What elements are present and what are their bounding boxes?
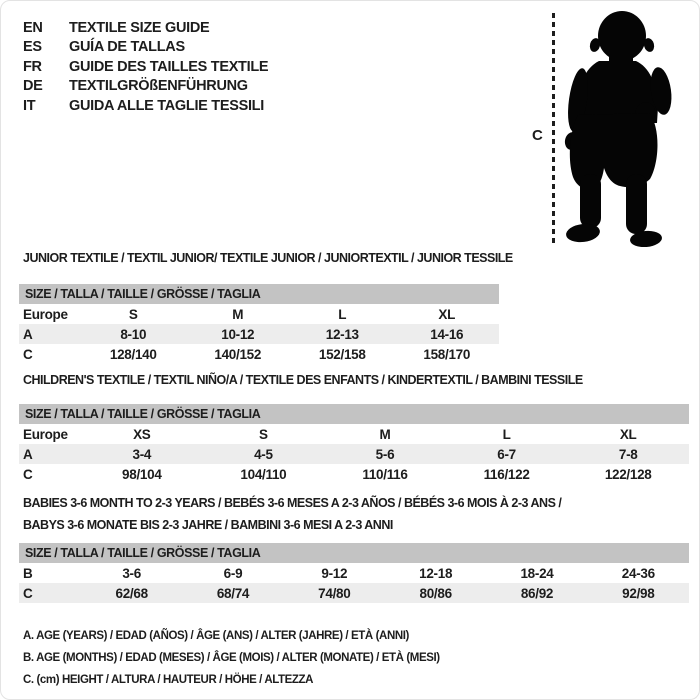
language-title: TEXTILGRÖßENFÜHRUNG bbox=[69, 78, 248, 95]
table-cell: 62/68 bbox=[115, 585, 148, 601]
row-label: C bbox=[23, 585, 33, 601]
table-cell: S bbox=[259, 426, 268, 442]
table-cell: 86/92 bbox=[520, 585, 554, 601]
table-title-line: BABIES 3-6 MONTH TO 2-3 YEARS / BEBÉS 3-6 MESES A 2-3 AÑOS / BÉBÉS 3-6 MOIS À 2-3 ANS / bbox=[23, 496, 562, 510]
table-cell: 128/140 bbox=[109, 346, 157, 362]
table-cell: 74/80 bbox=[318, 585, 351, 601]
table-size-header: SIZE / TALLA / TAILLE / GRÖSSE / TAGLIA bbox=[19, 284, 499, 304]
table-title bbox=[19, 492, 689, 536]
table-title bbox=[19, 250, 513, 266]
language-row bbox=[23, 77, 268, 97]
table-cell: 9-12 bbox=[321, 565, 348, 581]
row-label: Europe bbox=[23, 306, 68, 322]
table-cell: XL bbox=[619, 426, 637, 442]
table-cell: 92/98 bbox=[622, 585, 655, 601]
table-row bbox=[19, 444, 689, 464]
table-cell: 5-6 bbox=[375, 446, 395, 462]
table-cell: 116/122 bbox=[483, 466, 530, 482]
table-body bbox=[19, 424, 689, 484]
table-cell: M bbox=[379, 426, 391, 442]
table-cell: 140/152 bbox=[214, 346, 262, 362]
toddler-silhouette-icon bbox=[564, 11, 676, 247]
table-cell: XL bbox=[438, 306, 456, 322]
table-body bbox=[19, 563, 689, 603]
table-cell: 4-5 bbox=[254, 446, 273, 462]
table-title-line: JUNIOR TEXTILE / TEXTIL JUNIOR/ TEXTILE JUNIOR / JUNIORTEXTIL / JUNIOR TESSILE bbox=[23, 251, 513, 265]
table-cell: 3-4 bbox=[132, 446, 152, 462]
language-code: ES bbox=[23, 39, 42, 56]
table-cell: 10-12 bbox=[221, 326, 255, 342]
language-row bbox=[23, 38, 268, 58]
table-title-line: CHILDREN'S TEXTILE / TEXTIL NIÑO/A / TEXTILE DES ENFANTS / KINDERTEXTIL / BAMBINI TESSILE bbox=[23, 373, 583, 387]
table-row bbox=[19, 583, 689, 603]
table-size-header: SIZE / TALLA / TAILLE / GRÖSSE / TAGLIA bbox=[19, 543, 689, 563]
language-title: GUIDE DES TAILLES TEXTILE bbox=[69, 58, 269, 75]
row-label: C bbox=[23, 346, 33, 362]
table-cell: 24-36 bbox=[621, 565, 655, 581]
table-cell: 12-13 bbox=[325, 326, 359, 342]
table-cell: 104/110 bbox=[240, 466, 287, 482]
language-title: TEXTILE SIZE GUIDE bbox=[69, 19, 210, 36]
table-cell: 7-8 bbox=[618, 446, 638, 462]
table-row bbox=[19, 424, 689, 444]
row-label: A bbox=[23, 446, 33, 462]
table-junior bbox=[19, 250, 513, 364]
table-title bbox=[19, 372, 689, 388]
table-children bbox=[19, 372, 689, 484]
table-cell: L bbox=[502, 426, 511, 442]
legend-line-b: B. AGE (MONTHS) / EDAD (MESES) / ÂGE (MOIS) / ALTER (MONATE) / ETÀ (MESI) bbox=[23, 652, 440, 664]
table-row bbox=[19, 563, 689, 583]
table-cell: 158/170 bbox=[423, 346, 471, 362]
legend bbox=[23, 625, 440, 691]
table-cell: 12-18 bbox=[419, 565, 453, 581]
table-cell: 14-16 bbox=[430, 326, 464, 342]
table-cell: S bbox=[128, 306, 138, 322]
legend-line-c: C. (cm) HEIGHT / ALTURA / HAUTEUR / HÖHE / ALTEZZA bbox=[23, 674, 314, 686]
language-guide-list bbox=[23, 18, 268, 116]
table-cell: 6-9 bbox=[223, 565, 243, 581]
legend-line-a: A. AGE (YEARS) / EDAD (AÑOS) / ÂGE (ANS) / ALTER (JAHRE) / ETÀ (ANNI) bbox=[23, 630, 409, 642]
language-code: DE bbox=[23, 78, 43, 95]
table-cell: XS bbox=[133, 426, 151, 442]
table-cell: 68/74 bbox=[216, 585, 250, 601]
language-title: GUÍA DE TALLAS bbox=[69, 39, 185, 56]
table-cell: 18-24 bbox=[520, 565, 554, 581]
table-cell: 98/104 bbox=[122, 466, 162, 482]
language-row bbox=[23, 57, 268, 77]
table-cell: 8-10 bbox=[120, 326, 147, 342]
row-label: B bbox=[23, 565, 33, 581]
table-size-header: SIZE / TALLA / TAILLE / GRÖSSE / TAGLIA bbox=[19, 404, 689, 424]
table-row bbox=[19, 324, 499, 344]
height-measure-label: C bbox=[532, 127, 543, 144]
table-cell: L bbox=[338, 306, 347, 322]
table-row bbox=[19, 344, 499, 364]
table-cell: 3-6 bbox=[122, 565, 141, 581]
table-cell: 80/86 bbox=[419, 585, 452, 601]
table-cell: 110/116 bbox=[362, 466, 408, 482]
table-body bbox=[19, 304, 499, 364]
table-cell: 6-7 bbox=[497, 446, 516, 462]
table-cell: 122/128 bbox=[604, 466, 652, 482]
table-cell: 152/158 bbox=[318, 346, 366, 362]
row-label: Europe bbox=[23, 426, 68, 442]
row-label: C bbox=[23, 466, 33, 482]
table-babies bbox=[19, 492, 689, 603]
language-code: EN bbox=[23, 19, 43, 36]
row-label: A bbox=[23, 326, 33, 342]
table-cell: M bbox=[232, 306, 244, 322]
table-row bbox=[19, 464, 689, 484]
language-title: GUIDA ALLE TAGLIE TESSILI bbox=[69, 97, 264, 114]
language-row bbox=[23, 18, 268, 38]
table-row bbox=[19, 304, 499, 324]
language-row bbox=[23, 96, 268, 116]
height-measure-dashed-line bbox=[552, 13, 555, 244]
table-title-line: BABYS 3-6 MONATE BIS 2-3 JAHRE / BAMBINI 3-6 MESI A 2-3 ANNI bbox=[23, 518, 393, 532]
language-code: FR bbox=[23, 58, 42, 75]
language-code: IT bbox=[23, 97, 36, 114]
